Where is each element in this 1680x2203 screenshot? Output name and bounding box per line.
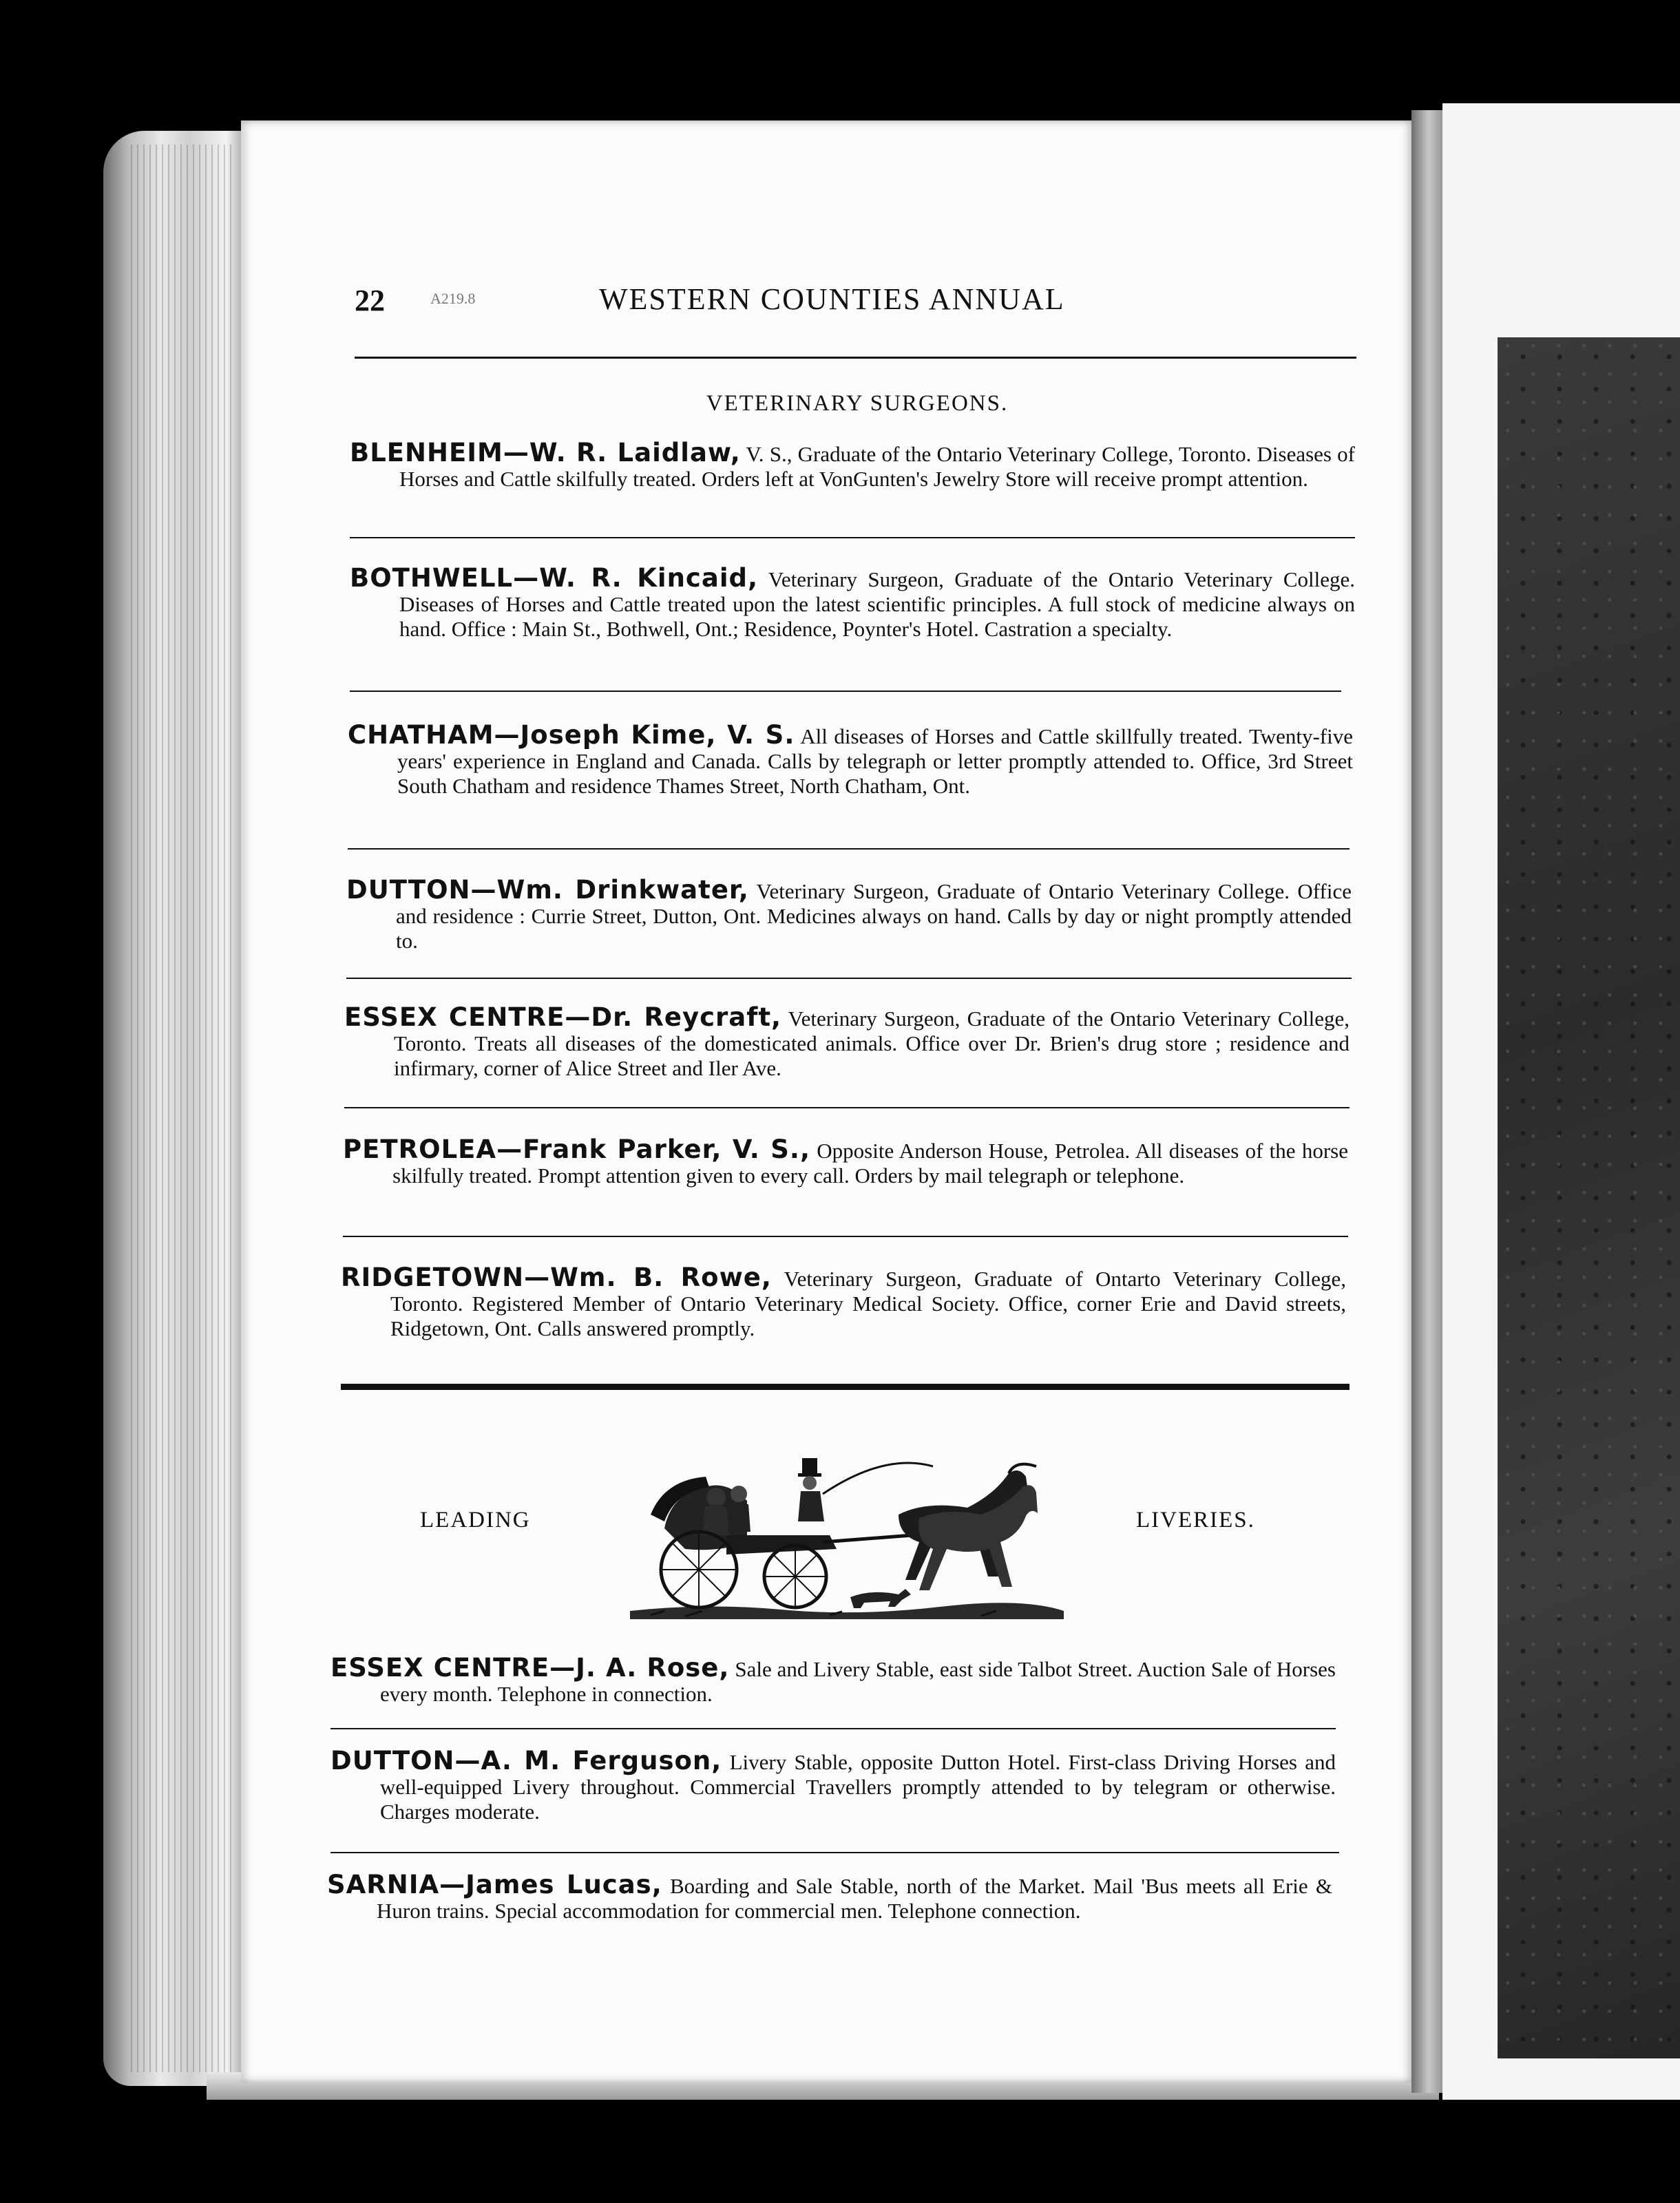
carriage-horses-illustration bbox=[623, 1439, 1071, 1632]
list-item bbox=[330, 1653, 1336, 1707]
book-page-edges bbox=[103, 131, 248, 2086]
page-header bbox=[355, 279, 1360, 327]
liveries-left-label: LEADING bbox=[420, 1508, 531, 1532]
entry-heading: PETROLEA—Frank Parker, V. S., bbox=[343, 1135, 810, 1164]
entry-heading: BOTHWELL—W. R. Kincaid, bbox=[350, 563, 759, 593]
liveries-banner bbox=[355, 1439, 1360, 1632]
list-item bbox=[350, 438, 1355, 492]
divider bbox=[330, 1728, 1336, 1729]
divider bbox=[350, 537, 1355, 538]
entry-text: Veterinary Surgeon, Graduate of the Ontario Veterinary College. Diseases of Horses and Cattle treated upon the latest scientific principles. A full stock of medicine always on hand. Office : Main St., Bothwell, Ont.; Residence, Poynter's Hotel. Castration a specialty. bbox=[399, 567, 1355, 641]
header-rule bbox=[355, 357, 1356, 359]
list-item bbox=[350, 563, 1355, 642]
divider bbox=[330, 1852, 1339, 1853]
entry-heading: CHATHAM—Joseph Kime, V. S. bbox=[348, 720, 795, 750]
section-rule bbox=[341, 1384, 1350, 1390]
entry-heading: RIDGETOWN—Wm. B. Rowe, bbox=[341, 1263, 772, 1292]
book-gutter bbox=[1411, 110, 1446, 2093]
entry-heading: DUTTON—Wm. Drinkwater, bbox=[346, 875, 749, 905]
entry-text: All diseases of Horses and Cattle skillfully treated. Twenty-five years' experience in England and Canada. Calls by telegraph or letter promptly attended to. Office, 3rd Street South Chatham and residence Thames Street, North Chatham, Ont. bbox=[397, 724, 1354, 798]
entry-text: Opposite Anderson House, Petrolea. All diseases of the horse skilfully treated. Prompt attention given to every call. Orders by mail telegraph or telephone. bbox=[392, 1139, 1348, 1188]
running-title: WESTERN COUNTIES ANNUAL bbox=[599, 282, 1065, 316]
entry-text: V. S., Graduate of the Ontario Veterinary College, Toronto. Diseases of Horses and Cattle skilfully treated. Orders left at VonGunten's Jewelry Store will receive prompt attention. bbox=[399, 442, 1355, 491]
library-stamp: A219.8 bbox=[430, 290, 476, 307]
list-item bbox=[344, 1002, 1350, 1081]
divider bbox=[348, 848, 1350, 850]
list-item bbox=[341, 1265, 1346, 1341]
entry-heading: ESSEX CENTRE—J. A. Rose, bbox=[330, 1653, 730, 1683]
list-item bbox=[346, 875, 1352, 953]
list-item bbox=[348, 720, 1354, 799]
facing-page-dark-plate bbox=[1498, 337, 1680, 2058]
page-number: 22 bbox=[355, 284, 385, 317]
section-title: VETERINARY SURGEONS. bbox=[706, 391, 1009, 416]
entry-text: Boarding and Sale Stable, north of the Market. Mail 'Bus meets all Erie & Huron trains. Special accommodation for commercial men. Telephone connection. bbox=[377, 1874, 1332, 1923]
list-item bbox=[343, 1137, 1348, 1188]
entry-heading: DUTTON—A. M. Ferguson, bbox=[330, 1746, 722, 1775]
list-item bbox=[327, 1870, 1332, 1923]
divider bbox=[346, 978, 1352, 979]
liveries-right-label: LIVERIES. bbox=[1136, 1508, 1255, 1532]
divider bbox=[344, 1107, 1350, 1108]
list-item bbox=[330, 1746, 1336, 1824]
divider bbox=[350, 691, 1341, 692]
entry-text: Livery Stable, opposite Dutton Hotel. First-class Driving Horses and well-equipped Livery throughout. Commercial Travellers promptly attended to by telegram or otherwise. Charges moderate. bbox=[380, 1750, 1336, 1824]
entry-text: Veterinary Surgeon, Graduate of the Ontario Veterinary College, Toronto. Treats all diseases of the domesticated animals. Office over Dr. Brien's drug store ; residence and infirmary, corner of Alice Street and Iler Ave. bbox=[394, 1006, 1350, 1080]
entry-text: Veterinary Surgeon, Graduate of Ontario Veterinary College. Office and residence : Currie Street, Dutton, Ont. Medicines always on hand. Calls by day or night promptly attended to. bbox=[396, 879, 1352, 953]
entry-heading: ESSEX CENTRE—Dr. Reycraft, bbox=[344, 1002, 782, 1032]
entry-text: Sale and Livery Stable, east side Talbot Street. Auction Sale of Horses every month. Telephone in connection. bbox=[380, 1657, 1336, 1706]
entry-heading: SARNIA—James Lucas, bbox=[327, 1870, 662, 1899]
entry-heading: BLENHEIM—W. R. Laidlaw, bbox=[350, 438, 741, 467]
entry-text: Veterinary Surgeon, Graduate of Ontarto Veterinary College, Toronto. Registered Member of Ontario Veterinary Medical Society. Office, corner Erie and David streets, Ridgetown, Ont. Calls answered promptly. bbox=[390, 1267, 1346, 1340]
divider bbox=[343, 1236, 1348, 1237]
